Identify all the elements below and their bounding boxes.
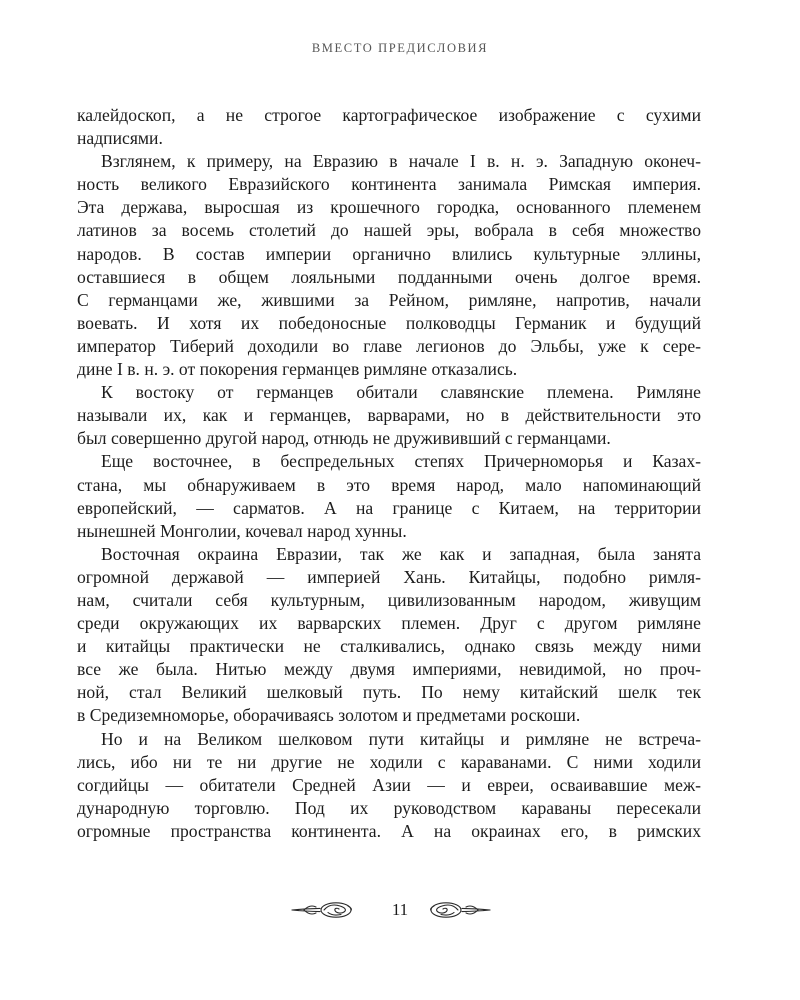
text-line: Но и на Великом шелковом пути китайцы и римляне не встреча- bbox=[101, 728, 701, 749]
text-line: Еще восточнее, в беспредельных степях Причерноморья и Казах- bbox=[101, 451, 701, 472]
text-line: С германцами же, жившими за Рейном, римляне, напротив, начали bbox=[77, 289, 701, 310]
body-text bbox=[77, 104, 701, 843]
text-line: лись, ибо ни те ни другие не ходили с караванами. С ними ходили bbox=[77, 751, 701, 772]
text-line: народов. В состав империи органично влились культурные эллины, bbox=[77, 243, 701, 264]
text-line: ность великого Евразийского континента занимала Римская империя. bbox=[77, 174, 701, 195]
text-line: европейский, — сарматов. А на границе с Китаем, на территории bbox=[77, 497, 701, 518]
text-line: стана, мы обнаруживаем в это время народ, мало напоминающий bbox=[77, 474, 701, 495]
text-line: дународную торговлю. Под их руководством караваны пересекали bbox=[77, 797, 701, 818]
text-line: Взглянем, к примеру, на Евразию в начале I в. н. э. Западную оконеч- bbox=[101, 151, 701, 172]
paragraph bbox=[77, 104, 701, 150]
text-line: император Тиберий доходили во главе легионов до Эльбы, уже к сере- bbox=[77, 335, 701, 356]
text-line: называли их, как и германцев, варварами, но в действительности это bbox=[77, 405, 701, 426]
text-line: воевать. И хотя их победоносные полководцы Германик и будущий bbox=[77, 312, 701, 333]
paragraph bbox=[77, 150, 701, 381]
text-line: Эта держава, выросшая из крошечного городка, основанного племенем bbox=[77, 197, 701, 218]
text-line: нынешней Монголии, кочевал народ хунны. bbox=[77, 520, 407, 541]
paragraph bbox=[77, 381, 701, 450]
text-line: и китайцы практически не сталкивались, однако связь между ними bbox=[77, 636, 701, 657]
text-line: латинов за восемь столетий до нашей эры, вобрала в себя множество bbox=[77, 220, 701, 241]
text-line: огромные пространства континента. А на окраинах его, в римских bbox=[77, 820, 701, 841]
paragraph bbox=[77, 543, 701, 728]
running-head: ВМЕСТО ПРЕДИСЛОВИЯ bbox=[311, 41, 489, 55]
text-line: среди окружающих их варварских племен. Друг с другом римляне bbox=[77, 613, 701, 634]
text-line: нам, считали себя культурным, цивилизованным народом, живущим bbox=[77, 589, 701, 610]
floral-ornament-icon bbox=[290, 900, 356, 920]
paragraph bbox=[77, 450, 701, 542]
text-line: был совершенно другой народ, отнюдь не дружививший с германцами. bbox=[77, 428, 611, 449]
page-footer bbox=[0, 898, 800, 922]
text-line: калейдоскоп, а не строгое картографическое изображение с сухими bbox=[77, 105, 701, 125]
paragraph bbox=[77, 728, 701, 843]
text-line: огромной державой — империей Хань. Китайцы, подобно римля- bbox=[77, 566, 701, 587]
text-line: ной, стал Великий шелковый путь. По нему китайский шелк тек bbox=[77, 682, 701, 703]
text-line: дине I в. н. э. от покорения германцев римляне отказались. bbox=[77, 359, 518, 380]
text-line: все же была. Нитью между двумя империями, невидимой, но проч- bbox=[77, 659, 701, 680]
text-line: К востоку от германцев обитали славянские племена. Римляне bbox=[101, 382, 701, 403]
floral-ornament-icon bbox=[426, 900, 492, 920]
text-line: надписями. bbox=[77, 128, 163, 149]
text-line: оставшиеся в общем лояльными подданными очень долгое время. bbox=[77, 266, 701, 287]
text-line: согдийцы — обитатели Средней Азии — и евреи, осваивавшие меж- bbox=[77, 774, 701, 795]
page-number: 11 bbox=[391, 900, 409, 919]
text-line: Восточная окраина Евразии, так же как и западная, была занята bbox=[101, 543, 701, 564]
text-line: в Средиземноморье, оборачиваясь золотом и предметами роскоши. bbox=[77, 705, 581, 726]
